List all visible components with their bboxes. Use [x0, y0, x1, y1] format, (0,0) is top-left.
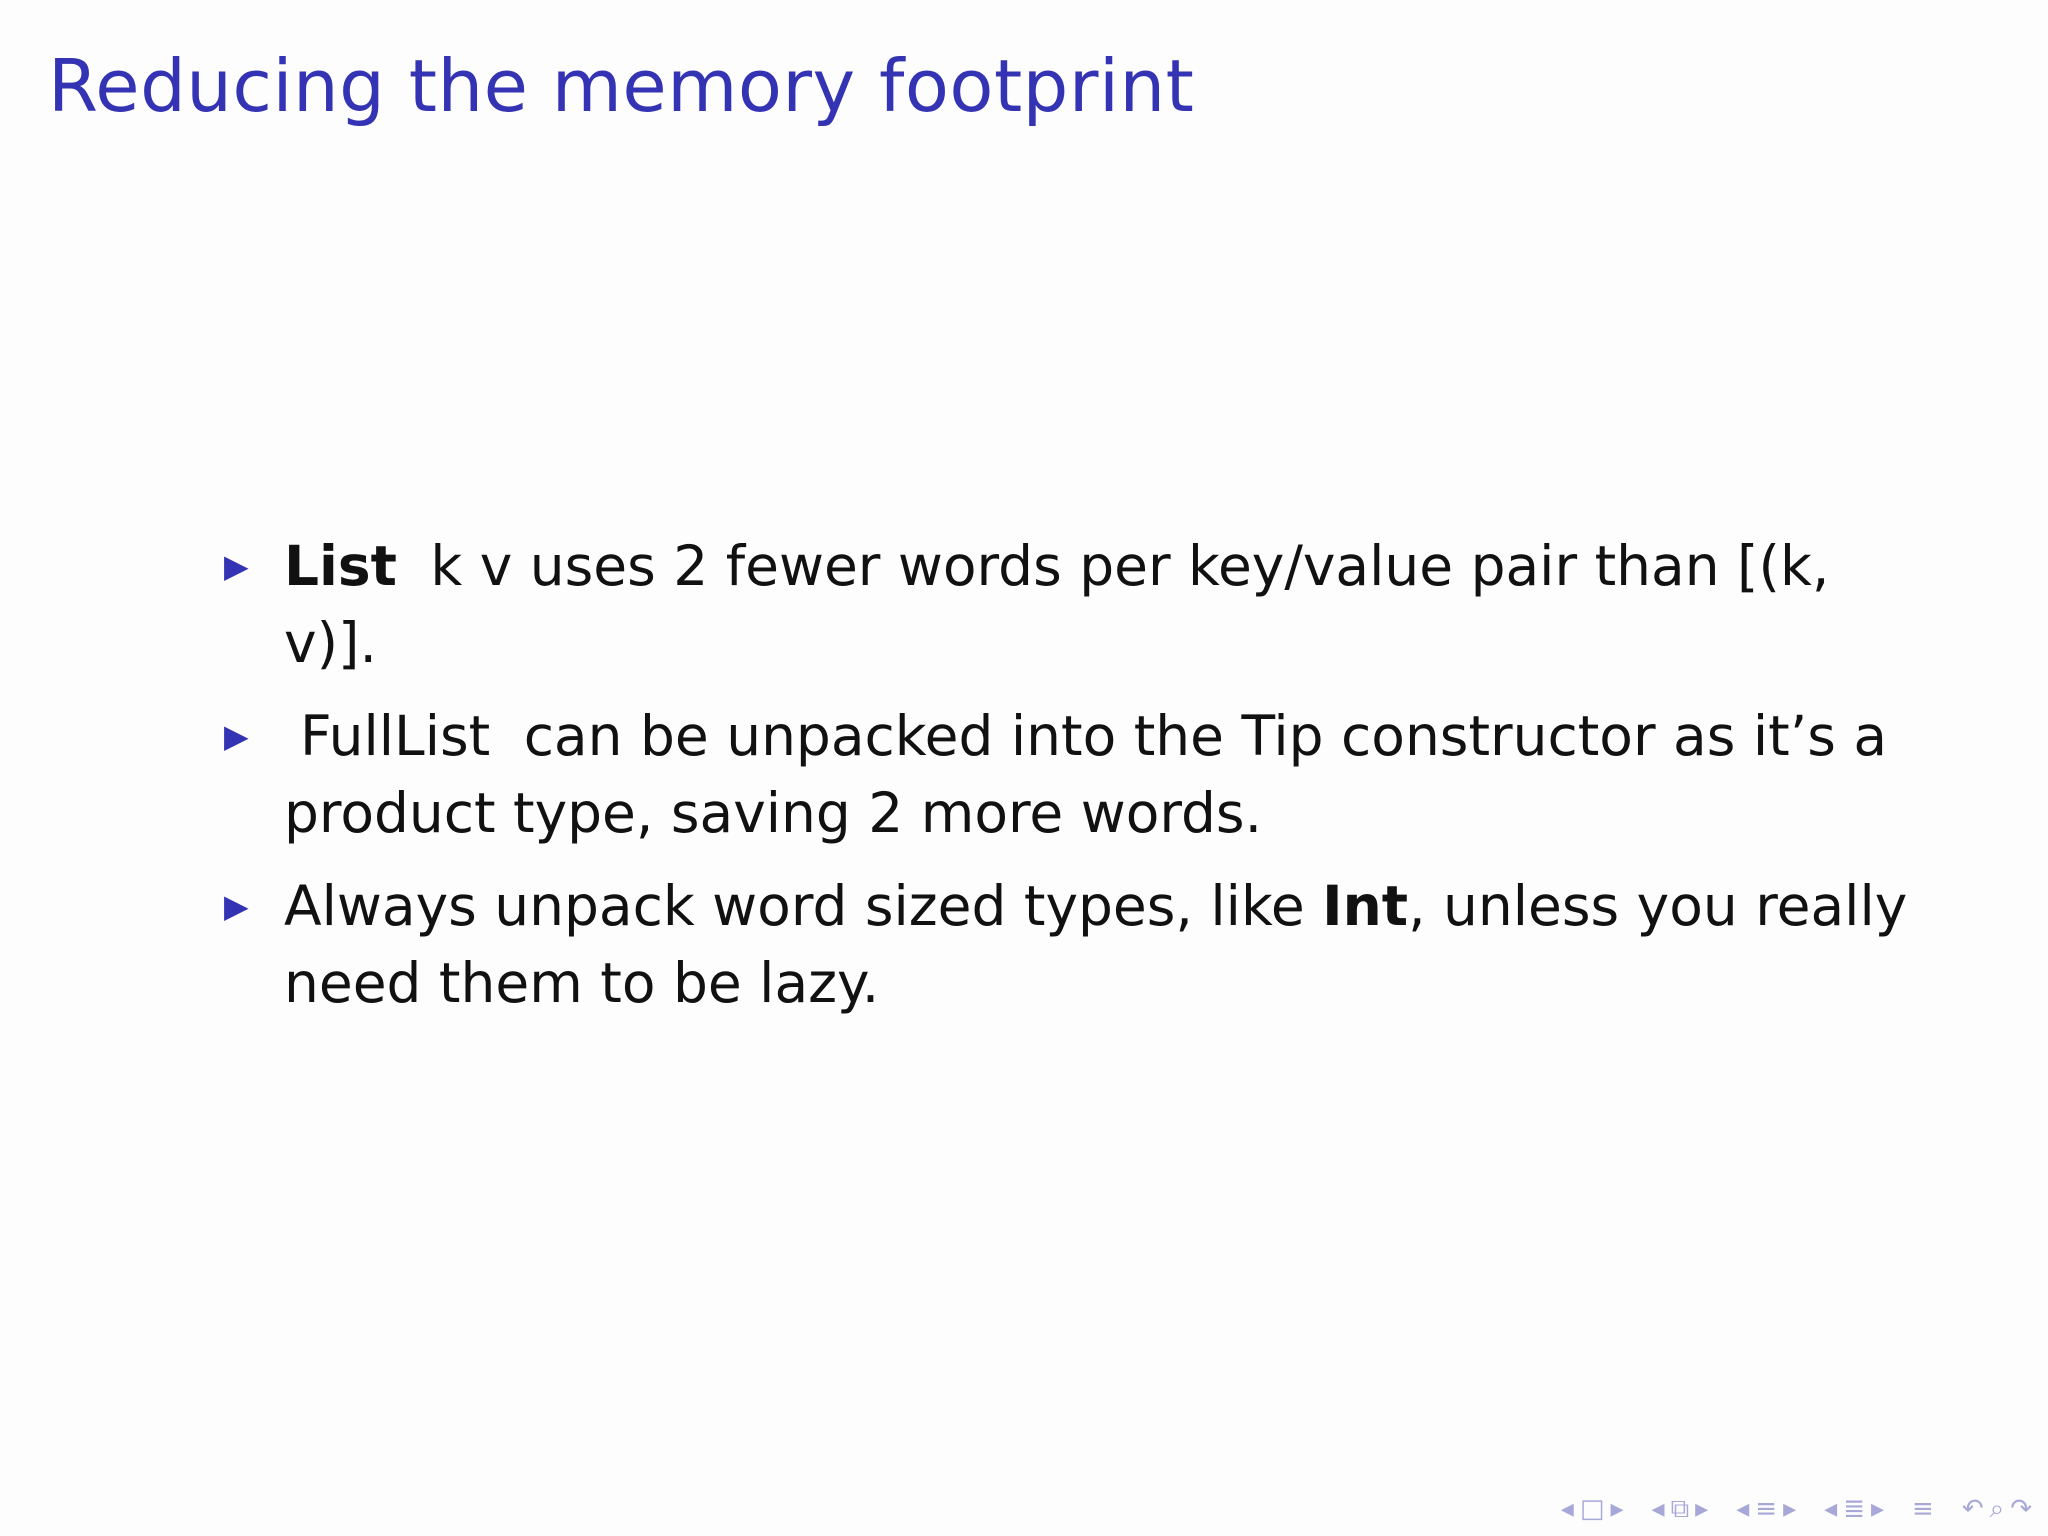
tuple-k: k, [1779, 534, 1830, 598]
nav-next-frame-icon[interactable]: ▸ [1695, 1494, 1709, 1524]
nav-search-icon[interactable]: ⌕ [1989, 1494, 2005, 1524]
bullet-triangle-icon: ▶ [224, 717, 249, 755]
nav-next-subsection-icon[interactable]: ▸ [1783, 1494, 1797, 1524]
nav-document-icon[interactable]: ≡ [1912, 1494, 1934, 1524]
nav-search-group [1962, 1496, 2032, 1522]
bullet-triangle-icon: ▶ [224, 547, 249, 585]
nav-slide-group [1561, 1496, 1624, 1522]
nav-subsection-icon[interactable]: ≡ [1755, 1494, 1778, 1524]
nav-frame-group [1652, 1496, 1709, 1522]
fulllist-word: FullList [300, 704, 491, 768]
nav-document-group [1912, 1496, 1934, 1522]
nav-section-group [1824, 1496, 1884, 1522]
nav-back-icon[interactable]: ↶ [1961, 1494, 1984, 1524]
bullet-item-fulllist [216, 698, 1916, 852]
bullet-list [216, 528, 1916, 1038]
slide-title: Reducing the memory footprint [48, 44, 1195, 128]
kv-params: k v [430, 534, 513, 598]
bullet-text: uses 2 fewer words per key/value pair than [529, 534, 1720, 598]
nav-next-section-icon[interactable]: ▸ [1870, 1494, 1885, 1524]
bullet-item-list-words [216, 528, 1916, 682]
nav-subsection-group [1736, 1496, 1796, 1522]
period: . [359, 611, 377, 675]
nav-section-icon[interactable]: ≣ [1843, 1494, 1865, 1524]
nav-slide-icon[interactable]: □ [1579, 1494, 1605, 1524]
bullet-text: Always unpack word sized types, like [284, 874, 1305, 938]
tuple-v: v [284, 611, 317, 675]
nav-frame-icon[interactable]: ⧉ [1670, 1494, 1690, 1524]
int-type-word: Int [1322, 874, 1409, 938]
bullet-text-rest: , unless you really need them to be lazy. [284, 874, 1908, 1015]
nav-prev-frame-icon[interactable]: ◂ [1651, 1494, 1665, 1524]
bullet-triangle-icon: ▶ [224, 887, 249, 925]
beamer-navigation-bar [1539, 1496, 2032, 1522]
tuple-open: [( [1737, 534, 1780, 598]
bullet-item-unpack [216, 868, 1916, 1022]
nav-prev-section-icon[interactable]: ◂ [1824, 1494, 1838, 1524]
bullet-text: can be unpacked into the Tip constructor as it’s a product type, saving 2 more words. [284, 704, 1888, 845]
nav-next-slide-icon[interactable]: ▸ [1610, 1494, 1624, 1524]
nav-forward-icon[interactable]: ↷ [2010, 1494, 2032, 1524]
list-type-word: List [284, 534, 397, 598]
tuple-close: )] [316, 611, 360, 675]
nav-prev-slide-icon[interactable]: ◂ [1560, 1494, 1574, 1524]
nav-prev-subsection-icon[interactable]: ◂ [1736, 1494, 1750, 1524]
